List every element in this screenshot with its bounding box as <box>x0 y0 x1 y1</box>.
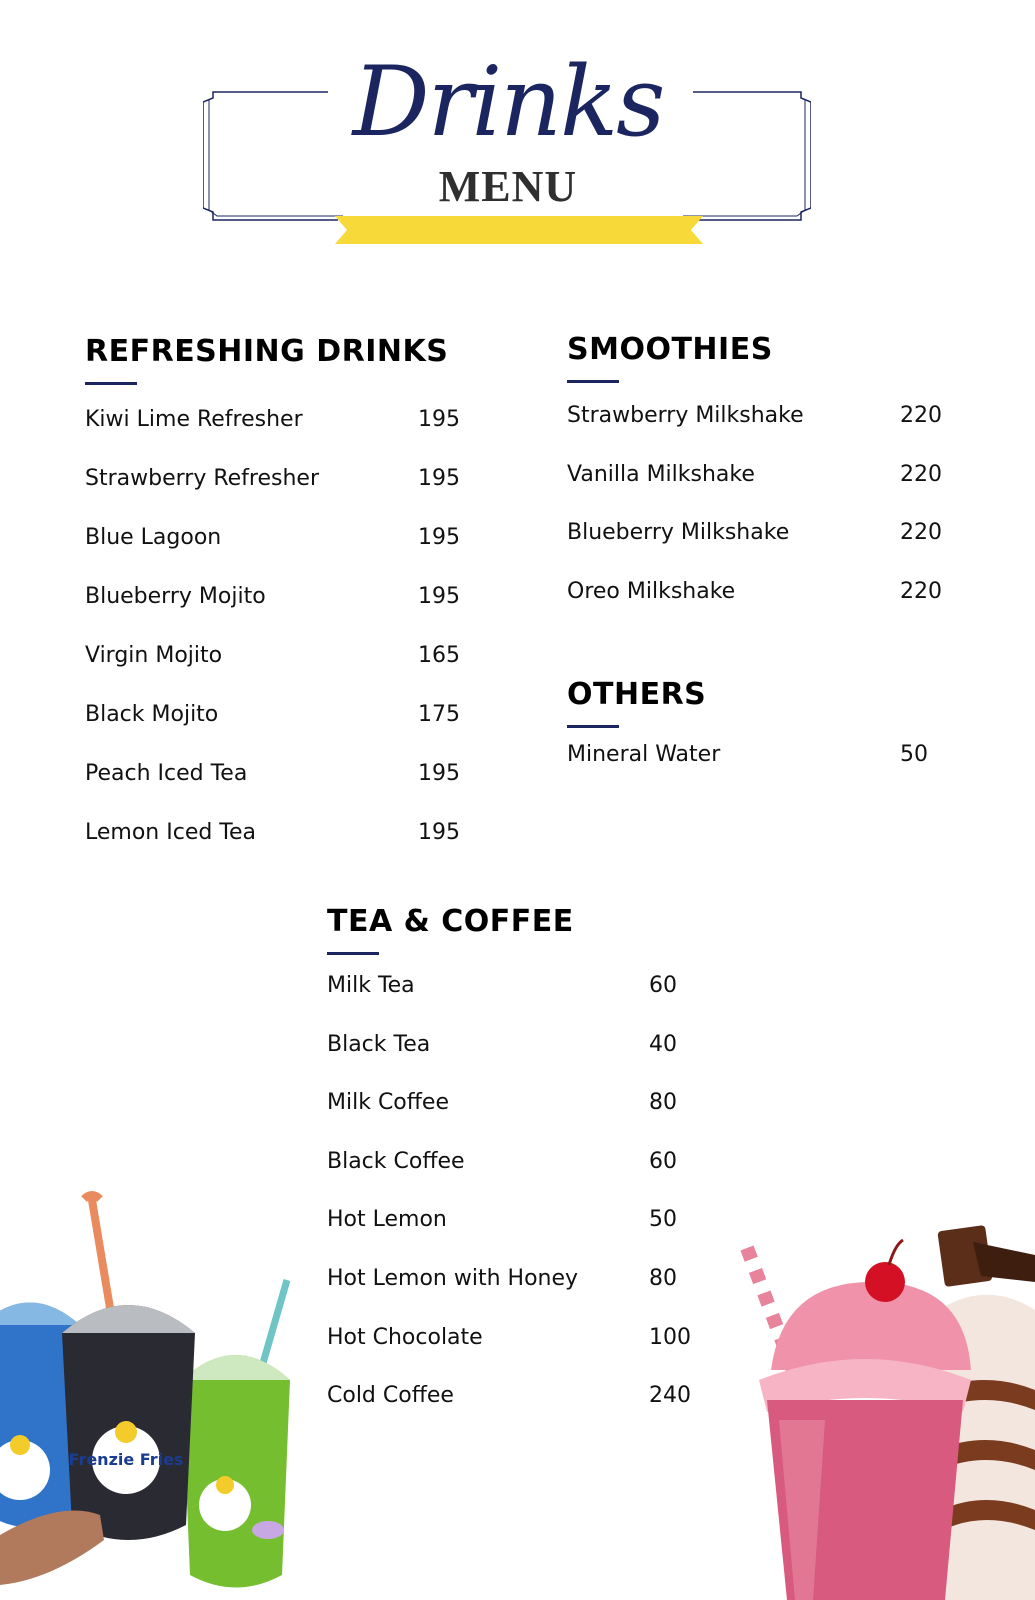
item-name: Strawberry Milkshake <box>567 403 804 428</box>
item-price: 60 <box>649 1148 677 1174</box>
drink-cups-photo <box>0 1185 300 1600</box>
menu-item <box>327 1325 727 1384</box>
item-price: 195 <box>418 761 460 786</box>
item-name: Lemon Iced Tea <box>85 820 257 845</box>
item-name: Blue Lagoon <box>85 525 222 550</box>
menu-item <box>327 1032 727 1091</box>
item-name: Kiwi Lime Refresher <box>85 407 303 432</box>
section-underline <box>327 952 379 955</box>
menu-item <box>567 462 957 521</box>
item-name: Vanilla Milkshake <box>567 461 755 487</box>
item-price: 195 <box>418 820 460 845</box>
menu-item <box>85 761 465 820</box>
cup-logo-text: Frenzie Fries <box>68 1450 184 1469</box>
section-title: SMOOTHIES <box>567 332 773 367</box>
item-price: 220 <box>900 578 942 604</box>
menu-item <box>327 973 727 1032</box>
menu-item <box>567 742 957 768</box>
section-others <box>567 675 957 768</box>
section-title: REFRESHING DRINKS <box>85 334 449 369</box>
menu-item <box>327 1207 727 1266</box>
section-smoothies <box>567 330 957 637</box>
menu-item <box>85 702 465 761</box>
item-price: 240 <box>649 1383 691 1409</box>
milkshake-photo <box>735 1220 1035 1600</box>
item-price: 100 <box>649 1324 691 1350</box>
item-name: Strawberry Refresher <box>85 466 319 491</box>
item-name: Oreo Milkshake <box>567 578 736 604</box>
item-name: Hot Lemon <box>327 1207 447 1233</box>
item-price: 195 <box>418 584 460 609</box>
item-name: Black Mojito <box>85 702 219 727</box>
item-price: 195 <box>418 466 460 491</box>
item-price: 80 <box>649 1090 677 1116</box>
item-price: 220 <box>900 461 942 487</box>
item-price: 220 <box>900 403 942 428</box>
menu-item <box>85 584 465 643</box>
section-underline <box>85 382 137 385</box>
section-underline <box>567 725 619 728</box>
menu-header <box>203 40 811 256</box>
menu-item <box>567 520 957 579</box>
menu-item <box>567 403 957 462</box>
menu-subtitle: MENU <box>438 162 578 211</box>
item-price: 165 <box>418 643 460 668</box>
item-name: Hot Chocolate <box>327 1324 483 1350</box>
item-price: 40 <box>649 1031 677 1057</box>
item-name: Black Coffee <box>327 1148 465 1174</box>
item-price: 175 <box>418 702 460 727</box>
item-name: Cold Coffee <box>327 1383 454 1409</box>
item-price: 60 <box>649 973 677 998</box>
menu-item <box>327 1090 727 1149</box>
item-price: 195 <box>418 407 460 432</box>
item-price: 50 <box>649 1207 677 1233</box>
item-price: 50 <box>900 742 928 767</box>
section-title: TEA & COFFEE <box>327 904 574 939</box>
menu-item <box>567 579 957 638</box>
item-price: 220 <box>900 520 942 545</box>
item-name: Blueberry Milkshake <box>567 520 790 545</box>
item-name: Peach Iced Tea <box>85 761 248 786</box>
item-name: Virgin Mojito <box>85 643 223 668</box>
item-name: Blueberry Mojito <box>85 584 266 609</box>
item-name: Hot Lemon with Honey <box>327 1265 579 1291</box>
item-name: Black Tea <box>327 1031 431 1057</box>
menu-item <box>327 1383 727 1442</box>
menu-item <box>85 820 465 879</box>
section-underline <box>567 380 619 383</box>
menu-item <box>85 643 465 702</box>
menu-item <box>85 466 465 525</box>
menu-item <box>85 407 465 466</box>
item-name: Milk Tea <box>327 973 415 998</box>
item-price: 195 <box>418 525 460 550</box>
item-name: Mineral Water <box>567 742 721 767</box>
menu-item <box>327 1149 727 1208</box>
item-price: 80 <box>649 1265 677 1291</box>
menu-item <box>85 525 465 584</box>
item-name: Milk Coffee <box>327 1090 449 1116</box>
menu-title: Drinks <box>352 46 664 158</box>
section-refreshing-drinks <box>85 332 465 879</box>
section-title: OTHERS <box>567 677 707 712</box>
menu-item <box>327 1266 727 1325</box>
section-tea-coffee <box>327 902 727 1442</box>
yellow-banner <box>335 216 703 244</box>
